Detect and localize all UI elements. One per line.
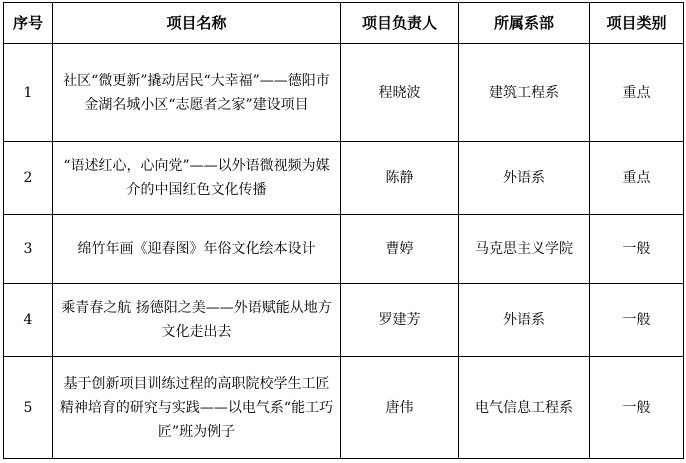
cell-project-name: 乘青春之航 扬德阳之美——外语赋能从地方文化走出去 (53, 284, 341, 357)
table-row (4, 44, 684, 142)
cell-department: 电气信息工程系 (459, 357, 590, 459)
cell-department: 外语系 (459, 284, 590, 357)
cell-department: 马克思主义学院 (459, 215, 590, 284)
cell-index: 4 (4, 284, 53, 357)
header-project-name: 项目名称 (53, 3, 341, 44)
table-row (4, 284, 684, 357)
cell-project-name: “语述红心，心向党”——以外语微视频为媒介的中国红色文化传播 (53, 142, 341, 215)
cell-leader: 陈静 (341, 142, 459, 215)
header-index: 序号 (4, 3, 53, 44)
cell-index: 3 (4, 215, 53, 284)
cell-category: 重点 (590, 142, 684, 215)
cell-department: 建筑工程系 (459, 44, 590, 142)
cell-department: 外语系 (459, 142, 590, 215)
header-category: 项目类别 (590, 3, 684, 44)
cell-category: 重点 (590, 44, 684, 142)
cell-leader: 唐伟 (341, 357, 459, 459)
cell-category: 一般 (590, 357, 684, 459)
project-table (3, 2, 684, 459)
cell-project-name: 基于创新项目训练过程的高职院校学生工匠精神培育的研究与实践——以电气系“能工巧匠”班为例子 (53, 357, 341, 459)
cell-index: 1 (4, 44, 53, 142)
cell-leader: 程晓波 (341, 44, 459, 142)
cell-leader: 曹婷 (341, 215, 459, 284)
cell-category: 一般 (590, 215, 684, 284)
cell-project-name: 社区“微更新”撬动居民“大幸福”——德阳市金湖名城小区“志愿者之家”建设项目 (53, 44, 341, 142)
cell-category: 一般 (590, 284, 684, 357)
table-row (4, 215, 684, 284)
cell-leader: 罗建芳 (341, 284, 459, 357)
table-row (4, 357, 684, 459)
header-project-leader: 项目负责人 (341, 3, 459, 44)
cell-index: 2 (4, 142, 53, 215)
header-department: 所属系部 (459, 3, 590, 44)
table-row (4, 142, 684, 215)
cell-index: 5 (4, 357, 53, 459)
table-header-row (4, 3, 684, 44)
cell-project-name: 绵竹年画《迎春图》年俗文化绘本设计 (53, 215, 341, 284)
